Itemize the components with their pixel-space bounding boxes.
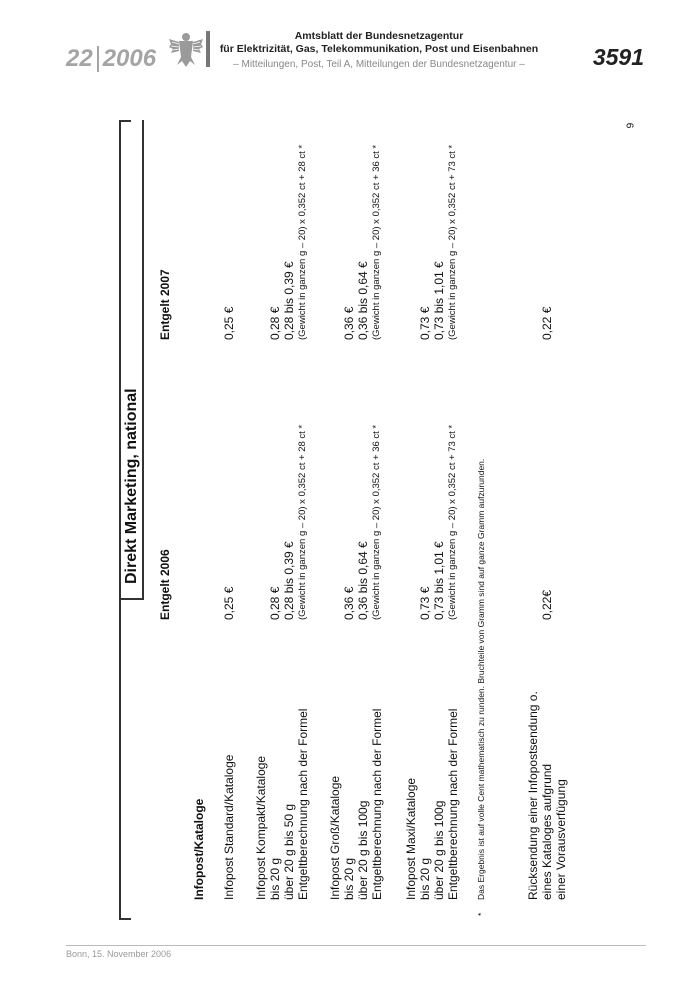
row-kompakt-2006-2: 0,28 bis 0,39 €: [282, 541, 296, 620]
column-header-2007: Entgelt 2007: [158, 269, 172, 340]
row-maxi-2007-formula: (Gewicht in ganzen g – 20) x 0,352 ct + 73 ct *: [447, 144, 458, 340]
row-maxi-2006-2: 0,73 bis 1,01 €: [432, 541, 446, 620]
row-ruecksendung-label-3: einer Vorausverfügung: [554, 779, 568, 900]
row-standard-label: Infopost Standard/Kataloge: [222, 754, 236, 900]
row-kompakt-label: Infopost Kompakt/Kataloge: [254, 755, 268, 900]
column-header-2006: Entgelt 2006: [158, 549, 172, 620]
row-gross-2007-2: 0,36 bis 0,64 €: [356, 261, 370, 340]
row-gross-2007-formula: (Gewicht in ganzen g – 20) x 0,352 ct + 36 ct *: [371, 144, 382, 340]
row-ruecksendung-2007: 0,22 €: [540, 306, 554, 340]
issue-label: [66, 45, 156, 73]
row-gross-2006-formula: (Gewicht in ganzen g – 20) x 0,352 ct + 36 ct *: [371, 424, 382, 620]
row-gross-2006-2: 0,36 bis 0,64 €: [356, 541, 370, 620]
journal-subtitle: für Elektrizität, Gas, Telekommunikation, Post und Eisenbahnen: [219, 43, 539, 55]
row-gross-2007-1: 0,36 €: [342, 306, 356, 340]
footnote-marker: *: [476, 912, 486, 916]
row-maxi-2006-1: 0,73 €: [418, 586, 432, 620]
row-standard-2007: 0,25 €: [222, 306, 236, 340]
journal-header: [214, 30, 544, 72]
section-heading: Infopost/Kataloge: [192, 798, 206, 900]
row-maxi-label: Infopost Maxi/Kataloge: [404, 777, 418, 900]
page-number: 3591: [592, 44, 644, 70]
journal-title: Amtsblatt der Bundesnetzagentur: [294, 30, 464, 42]
issue-number: 22: [66, 45, 93, 72]
side-number: 6: [623, 122, 635, 129]
row-ruecksendung-label-2: eines Kataloges aufgrund: [540, 763, 554, 900]
row-kompakt-sub2: über 20 g bis 50 g: [282, 803, 296, 900]
footnote-text: Das Ergebnis ist auf volle Cent mathematisch zu runden. Bruchteile von Gramm sind auf ganze Gramm aufzurunden.: [476, 458, 486, 900]
row-maxi-2007-1: 0,73 €: [418, 306, 432, 340]
table-title: Direkt Marketing, national: [120, 120, 144, 600]
row-ruecksendung-2006: 0,22€: [540, 589, 554, 620]
row-kompakt-2007-formula: (Gewicht in ganzen g – 20) x 0,352 ct + 28 ct *: [297, 144, 308, 340]
row-kompakt-sub1: bis 20 g: [268, 857, 282, 900]
row-kompakt-sub3: Entgeltberechnung nach der Formel: [296, 708, 310, 900]
row-maxi-sub2: über 20 g bis 100g: [432, 800, 446, 900]
row-kompakt-2006-1: 0,28 €: [268, 586, 282, 620]
header-divider: [206, 31, 210, 67]
rotated-price-table: [64, 120, 624, 920]
footer-rule: [66, 945, 646, 946]
footer-date: Bonn, 15. November 2006: [66, 949, 172, 959]
row-kompakt-2007-2: 0,28 bis 0,39 €: [282, 261, 296, 340]
row-gross-label: Infopost Groß/Kataloge: [328, 775, 342, 900]
row-gross-2006-1: 0,36 €: [342, 586, 356, 620]
issue-separator: [97, 46, 99, 72]
row-kompakt-2006-formula: (Gewicht in ganzen g – 20) x 0,352 ct + 28 ct *: [297, 424, 308, 620]
row-ruecksendung-label-1: Rücksendung einer Infopostsendung o.: [526, 691, 540, 900]
journal-section: – Mitteilungen, Post, Teil A, Mitteilungen der Bundesnetzagentur –: [233, 59, 525, 70]
federal-eagle-icon: [168, 30, 204, 70]
row-gross-sub1: bis 20 g: [342, 857, 356, 900]
row-maxi-sub3: Entgeltberechnung nach der Formel: [446, 708, 460, 900]
row-maxi-2007-2: 0,73 bis 1,01 €: [432, 261, 446, 340]
row-gross-sub3: Entgeltberechnung nach der Formel: [370, 708, 384, 900]
table-left-tick: [119, 918, 131, 920]
row-gross-sub2: über 20 g bis 100g: [356, 800, 370, 900]
row-kompakt-2007-1: 0,28 €: [268, 306, 282, 340]
row-maxi-sub1: bis 20 g: [418, 857, 432, 900]
row-maxi-2006-formula: (Gewicht in ganzen g – 20) x 0,352 ct + 73 ct *: [447, 424, 458, 620]
issue-year: 2006: [102, 45, 157, 72]
row-standard-2006: 0,25 €: [222, 586, 236, 620]
